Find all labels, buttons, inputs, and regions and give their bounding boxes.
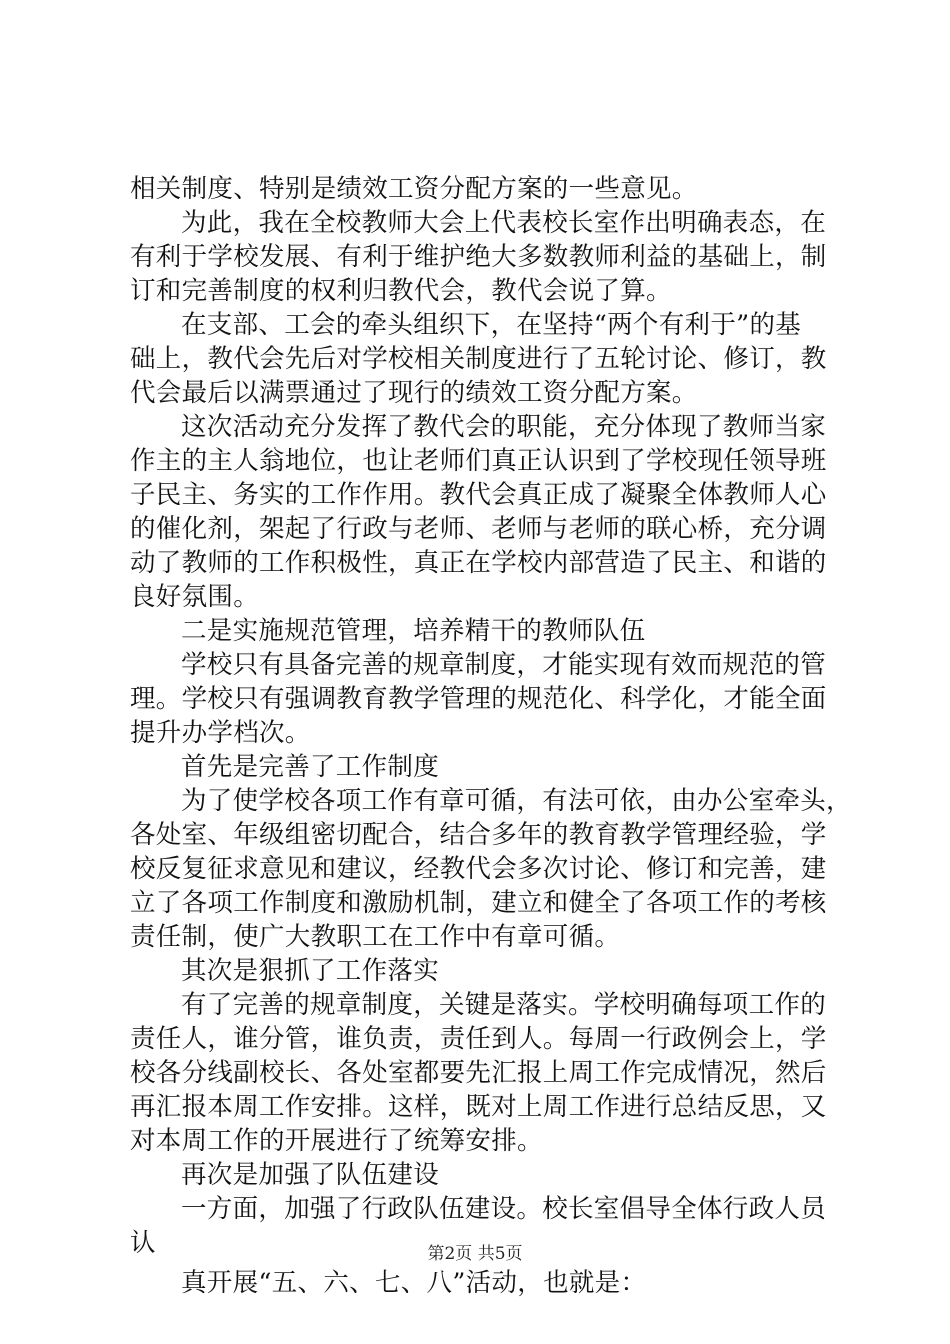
text-line: 对本周工作的开展进行了统筹安排。 (130, 1126, 543, 1156)
text-line: 这次活动充分发挥了教代会的职能，充分体现了教师当家 (181, 412, 827, 442)
text-line: 立了各项工作制度和激励机制，建立和健全了各项工作的考核 (130, 888, 827, 918)
text-line: 二是实施规范管理，培养精干的教师队伍 (181, 616, 646, 646)
text-line: 首先是完善了工作制度 (181, 752, 440, 782)
document-body (130, 172, 852, 1300)
text-line: 学校只有具备完善的规章制度，才能实现有效而规范的管 (181, 650, 827, 680)
text-line: 在支部、工会的牵头组织下，在坚持“两个有利于”的基 (181, 310, 802, 340)
text-line: 责任人，谁分管，谁负责，责任到人。每周一行政例会上，学 (130, 1024, 827, 1054)
text-line: 各处室、年级组密切配合，结合多年的教育教学管理经验，学 (130, 820, 827, 850)
text-line: 作主的主人翁地位，也让老师们真正认识到了学校现任领导班 (130, 446, 827, 476)
text-line: 认 (130, 1228, 156, 1258)
text-line: 其次是狠抓了工作落实 (181, 956, 440, 986)
text-line: 提升办学档次。 (130, 718, 311, 748)
text-line: 一方面，加强了行政队伍建设。校长室倡导全体行政人员 (181, 1194, 827, 1224)
text-line: 动了教师的工作积极性，真正在学校内部营造了民主、和谐的 (130, 548, 827, 578)
text-line: 子民主、务实的工作作用。教代会真正成了凝聚全体教师人心 (130, 480, 827, 510)
text-line: 为了使学校各项工作有章可循，有法可依，由办公室牵头， (181, 786, 852, 816)
text-line: 责任制，使广大教职工在工作中有章可循。 (130, 922, 621, 952)
text-line: 相关制度、特别是绩效工资分配方案的一些意见。 (130, 174, 698, 204)
text-line: 理。学校只有强调教育教学管理的规范化、科学化，才能全面 (130, 684, 827, 714)
text-line: 有利于学校发展、有利于维护绝大多数教师利益的基础上，制 (130, 242, 827, 272)
text-line: 校反复征求意见和建议，经教代会多次讨论、修订和完善，建 (130, 854, 827, 884)
text-line: 代会最后以满票通过了现行的绩效工资分配方案。 (130, 378, 698, 408)
text-line: 础上，教代会先后对学校相关制度进行了五轮讨论、修订，教 (130, 344, 827, 374)
page-footer: 第2页 共5页 (427, 1244, 523, 1264)
text-line: 再汇报本周工作安排。这样，既对上周工作进行总结反思，又 (130, 1092, 827, 1122)
text-line: 校各分线副校长、各处室都要先汇报上周工作完成情况，然后 (130, 1058, 827, 1088)
text-line: 真开展“五、六、七、八”活动，也就是： (181, 1268, 647, 1298)
text-line: 为此，我在全校教师大会上代表校长室作出明确表态，在 (181, 208, 827, 238)
text-line: 再次是加强了队伍建设 (181, 1160, 440, 1190)
text-line: 有了完善的规章制度，关键是落实。学校明确每项工作的 (181, 990, 827, 1020)
text-line: 的催化剂，架起了行政与老师、老师与老师的联心桥，充分调 (130, 514, 827, 544)
text-line: 订和完善制度的权利归教代会，教代会说了算。 (130, 276, 672, 306)
text-line: 良好氛围。 (130, 582, 260, 612)
